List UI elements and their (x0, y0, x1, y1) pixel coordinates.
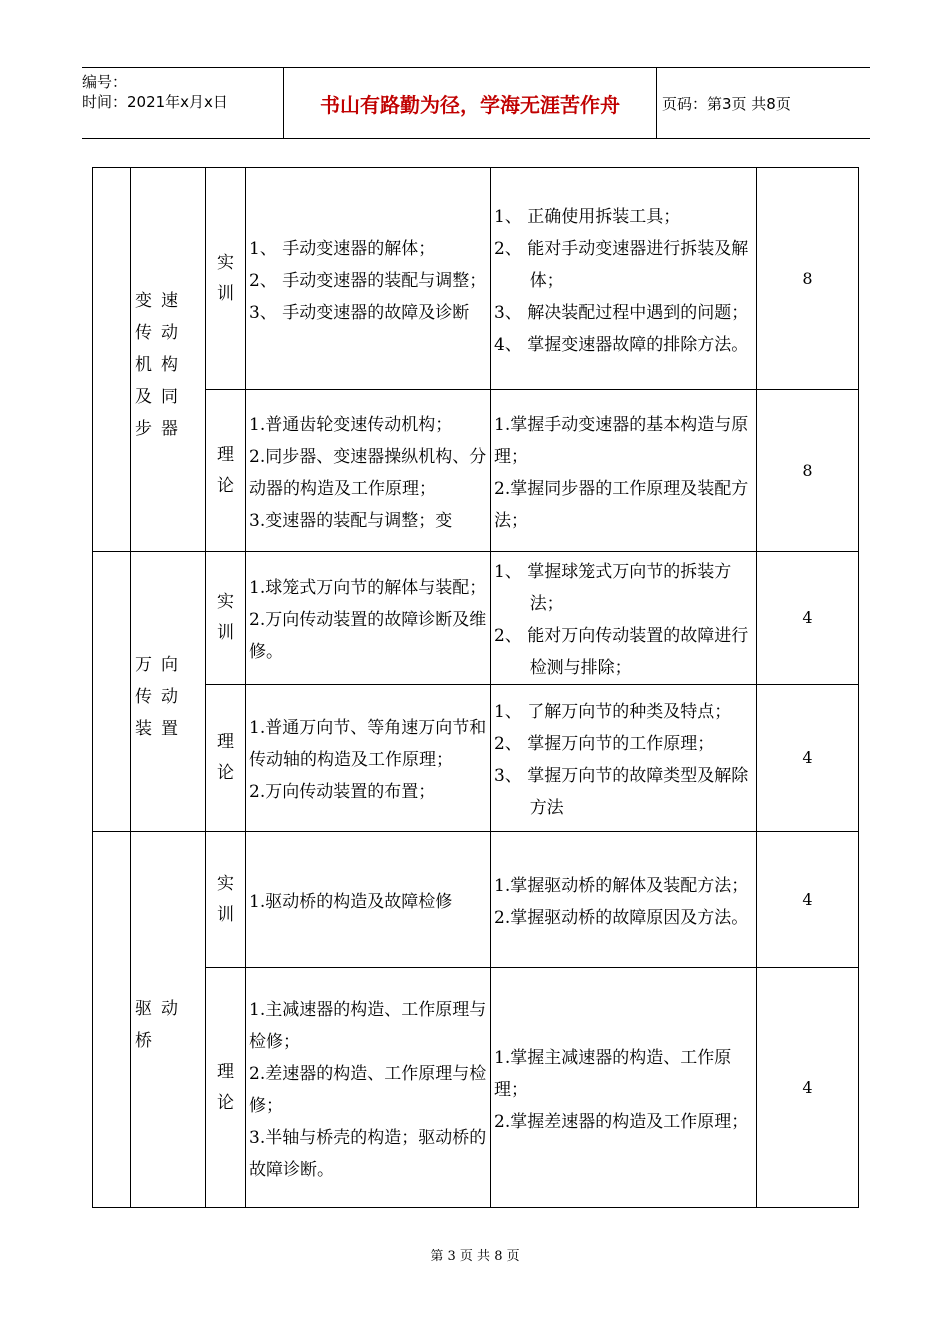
goal-item: 2.掌握驱动桥的故障原因及方法。 (494, 907, 749, 928)
topic-cell (130, 551, 206, 832)
hours-text: 4 (802, 1077, 813, 1097)
goal-item: 1.掌握主减速器的构造、工作原理； (494, 1047, 732, 1100)
goal-item: 2.掌握同步器的工作原理及装配方法； (494, 478, 749, 531)
content-item: 2.同步器、变速器操纵机构、分动器的构造及工作原理； (249, 446, 487, 499)
goal-item: 1、 正确使用拆装工具； (494, 206, 681, 227)
header-motto: 书山有路勤为径，学海无涯苦作舟 (283, 68, 657, 138)
hours-text: 4 (802, 748, 813, 767)
lesson-type (205, 167, 246, 390)
content-list (249, 994, 488, 1186)
content-list (249, 572, 488, 668)
lesson-type-text: 实训 (217, 592, 234, 643)
goal-item: 1、 了解万向节的种类及特点； (494, 702, 732, 722)
hours-cell (756, 389, 859, 552)
content-item: 2.万向传动装置的布置； (249, 782, 436, 802)
page-header (82, 67, 870, 139)
content-list (249, 886, 488, 918)
goal-item: 1.掌握驱动桥的解体及装配方法； (494, 875, 749, 896)
content-cell (245, 551, 491, 685)
content-item: 1.主减速器的构造、工作原理与检修； (249, 999, 487, 1052)
content-item: 1.球笼式万向节的解体与装配； (249, 578, 487, 598)
curriculum-table (92, 167, 858, 1207)
topic-text: 万向传动装置 (135, 654, 187, 739)
content-cell (245, 684, 491, 832)
hours-cell (756, 684, 859, 832)
goals-list (494, 1042, 754, 1138)
content-item: 2、 手动变速器的装配与调整； (249, 270, 487, 291)
content-item: 1、 手动变速器的解体； (249, 238, 436, 259)
lesson-type-text: 实训 (217, 873, 234, 925)
goal-item: 3、 掌握万向节的故障类型及解除方法 (494, 766, 749, 818)
number-label: 编号： (82, 73, 128, 91)
content-list (249, 233, 488, 329)
goals-cell (490, 831, 757, 968)
content-cell (245, 967, 491, 1208)
goal-item: 1.掌握手动变速器的基本构造与原理； (494, 414, 749, 467)
goal-item: 4、 掌握变速器故障的排除方法。 (494, 334, 749, 355)
goals-cell (490, 684, 757, 832)
lesson-type (205, 831, 246, 968)
hours-text: 8 (802, 460, 813, 480)
goals-cell (490, 967, 757, 1208)
content-item: 3、 手动变速器的故障及诊断 (249, 302, 470, 323)
goal-item: 3、 解决装配过程中遇到的问题； (494, 302, 749, 323)
content-item: 2.万向传动装置的故障诊断及维修。 (249, 610, 487, 662)
lesson-type (205, 389, 246, 552)
goals-cell (490, 167, 757, 390)
hours-cell (756, 967, 859, 1208)
goal-item: 2.掌握差速器的构造及工作原理； (494, 1111, 749, 1132)
content-cell (245, 831, 491, 968)
index-cell (92, 167, 131, 552)
goal-item: 2、 能对手动变速器进行拆装及解体； (494, 238, 749, 291)
lesson-type-text: 理论 (217, 732, 234, 783)
content-item: 3.半轴与桥壳的构造；驱动桥的故障诊断。 (249, 1127, 487, 1180)
lesson-type (205, 551, 246, 685)
goal-item: 2、 能对万向传动装置的故障进行检测与排除； (494, 626, 749, 678)
content-item: 1.普通齿轮变速传动机构； (249, 414, 453, 435)
index-cell (92, 831, 131, 1208)
page-footer: 第 3 页 共 8 页 (430, 1249, 520, 1264)
content-item: 2.差速器的构造、工作原理与检修； (249, 1063, 487, 1116)
lesson-type (205, 967, 246, 1208)
header-page-code: 页码：第3页 共8页 (662, 94, 791, 113)
goals-list (494, 696, 754, 824)
topic-text: 驱动桥 (135, 998, 187, 1051)
goals-cell (490, 389, 757, 552)
topic-cell (130, 167, 206, 552)
hours-text: 4 (802, 608, 813, 627)
content-item: 1.普通万向节、等角速万向节和传动轴的构造及工作原理； (249, 718, 487, 770)
goal-item: 2、 掌握万向节的工作原理； (494, 734, 715, 754)
goals-list (494, 201, 754, 361)
lesson-type (205, 684, 246, 832)
time-label: 时间：2021年x月x日 (82, 93, 228, 111)
goals-list (494, 870, 754, 934)
goal-item: 1、 掌握球笼式万向节的拆装方法； (494, 562, 732, 614)
hours-text: 8 (802, 268, 813, 288)
lesson-type-text: 理论 (217, 444, 234, 496)
content-cell (245, 389, 491, 552)
index-cell (92, 551, 131, 832)
goals-list (494, 556, 754, 684)
hours-cell (756, 831, 859, 968)
hours-text: 4 (802, 889, 813, 909)
content-item: 3.变速器的装配与调整；变 (249, 510, 453, 531)
lesson-type-text: 实训 (217, 252, 234, 304)
lesson-type-text: 理论 (217, 1061, 234, 1113)
content-cell (245, 167, 491, 390)
goals-cell (490, 551, 757, 685)
header-meta (82, 68, 282, 142)
hours-cell (756, 551, 859, 685)
topic-text: 变速传动机构及同步器 (135, 290, 187, 439)
content-list (249, 712, 488, 808)
content-list (249, 409, 488, 537)
content-item: 1.驱动桥的构造及故障检修 (249, 891, 453, 912)
goals-list (494, 409, 754, 537)
topic-cell (130, 831, 206, 1208)
hours-cell (756, 167, 859, 390)
